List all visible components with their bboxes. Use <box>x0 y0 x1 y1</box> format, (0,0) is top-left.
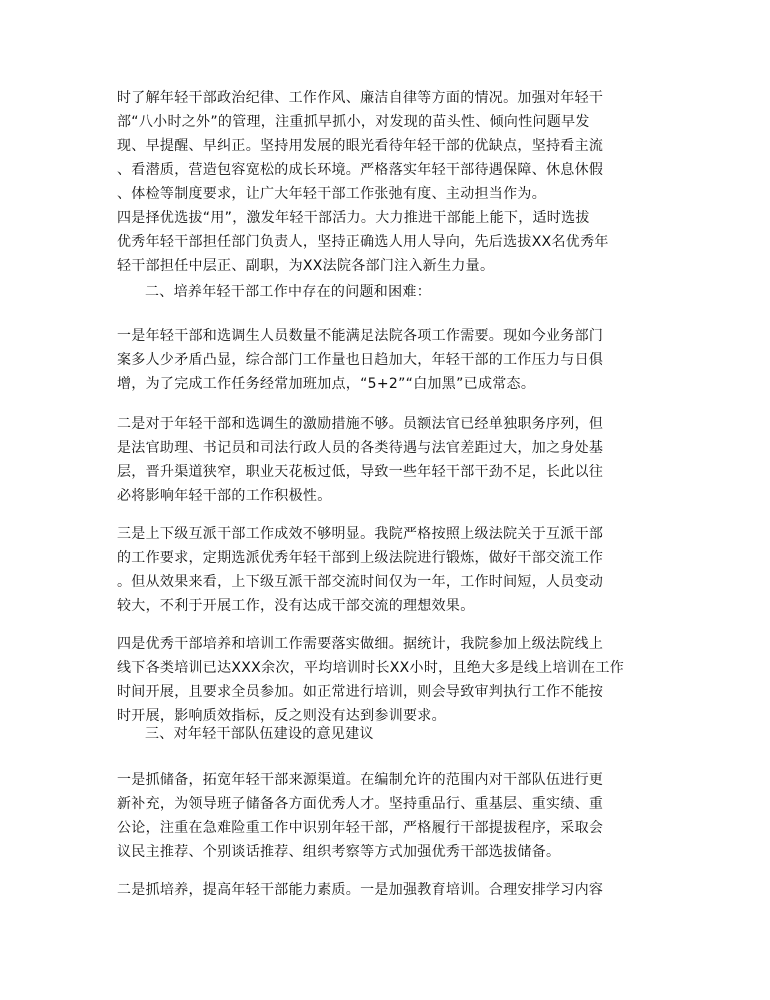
text-line: 四是择优选拔“用”，激发年轻干部活力。大力推进干部能上能下，适时选拔 <box>117 210 590 226</box>
paragraph-1 <box>117 86 657 206</box>
text-line: 一是抓储备，拓宽年轻干部来源渠道。在编制允许的范围内对干部队伍进行更 <box>117 772 604 788</box>
paragraph-4 <box>117 412 657 508</box>
text-line: 轻干部担任中层正、副职，为XX法院各部门注入新生力量。 <box>117 258 495 274</box>
text-line: 是法官助理、书记员和司法行政人员的各类待遇与法官差距过大，加之身处基 <box>117 440 604 456</box>
text-line: 、体检等制度要求，让广大年轻干部工作张弛有度、主动担当作为。 <box>117 186 546 202</box>
section-heading-3: 三、对年轻干部队伍建设的意见建议 <box>145 726 374 742</box>
text-line: 的工作要求，定期选派优秀年轻干部到上级法院进行锻炼，做好干部交流工作 <box>117 550 604 566</box>
paragraph-7 <box>117 768 657 864</box>
text-line: 现、早提醒、早纠正。坚持用发展的眼光看待年轻干部的优缺点，坚持看主流 <box>117 138 604 154</box>
text-line: 二是抓培养，提高年轻干部能力素质。一是加强教育培训。合理安排学习内容 <box>117 882 604 898</box>
text-line: 新补充，为领导班子储备各方面优秀人才。坚持重品行、重基层、重实绩、重 <box>117 796 604 812</box>
text-line: 优秀年轻干部担任部门负责人，坚持正确选人用人导向，先后选拔XX名优秀年 <box>117 234 609 250</box>
text-line: 必将影响年轻干部的工作积极性。 <box>117 488 332 504</box>
text-line: 二是对于年轻干部和选调生的激励措施不够。员额法官已经单独职务序列，但 <box>117 416 604 432</box>
text-line: 较大，不利于开展工作，没有达成干部交流的理想效果。 <box>117 598 475 614</box>
text-line: 案多人少矛盾凸显，综合部门工作量也日趋加大，年轻干部的工作压力与日俱 <box>117 352 604 368</box>
text-line: 线下各类培训已达XXX余次，平均培训时长XX小时，且绝大多是线上培训在工作 <box>117 660 625 676</box>
text-line: 层，晋升渠道狭窄，职业天花板过低，导致一些年轻干部干劲不足，长此以往 <box>117 464 604 480</box>
text-line: 时了解年轻干部政治纪律、工作作风、廉洁自律等方面的情况。加强对年轻干 <box>117 90 604 106</box>
paragraph-8 <box>117 878 657 902</box>
text-line: 三是上下级互派干部工作成效不够明显。我院严格按照上级法院关于互派干部 <box>117 526 604 542</box>
text-line: 议民主推荐、个别谈话推荐、组织考察等方式加强优秀干部选拔储备。 <box>117 844 561 860</box>
text-line: 时开展，影响质效指标，反之则没有达到参训要求。 <box>117 708 446 724</box>
paragraph-2 <box>117 206 657 278</box>
text-line: 时间开展，且要求全员参加。如正常进行培训，则会导致审判执行工作不能按 <box>117 684 604 700</box>
text-line: 增，为了完成工作任务经常加班加点，“5+2”“白加黑”已成常态。 <box>117 376 536 392</box>
text-line: 。但从效果来看，上下级互派干部交流时间仅为一年，工作时间短，人员变动 <box>117 574 604 590</box>
text-line: 公论，注重在急难险重工作中识别年轻干部，严格履行干部提拔程序，采取会 <box>117 820 604 836</box>
text-line: 部“八小时之外”的管理，注重抓早抓小，对发现的苗头性、倾向性问题早发 <box>117 114 590 130</box>
text-line: 一是年轻干部和选调生人员数量不能满足法院各项工作需要。现如今业务部门 <box>117 328 604 344</box>
text-line: 四是优秀干部培养和培训工作需要落实做细。据统计，我院参加上级法院线上 <box>117 636 604 652</box>
section-heading-2: 二、培养年轻干部工作中存在的问题和困难： <box>145 284 431 300</box>
text-line: 、看潜质，营造包容宽松的成长环境。严格落实年轻干部待遇保障、休息休假 <box>117 162 604 178</box>
paragraph-6 <box>117 632 657 728</box>
paragraph-3 <box>117 324 657 396</box>
paragraph-5 <box>117 522 657 618</box>
